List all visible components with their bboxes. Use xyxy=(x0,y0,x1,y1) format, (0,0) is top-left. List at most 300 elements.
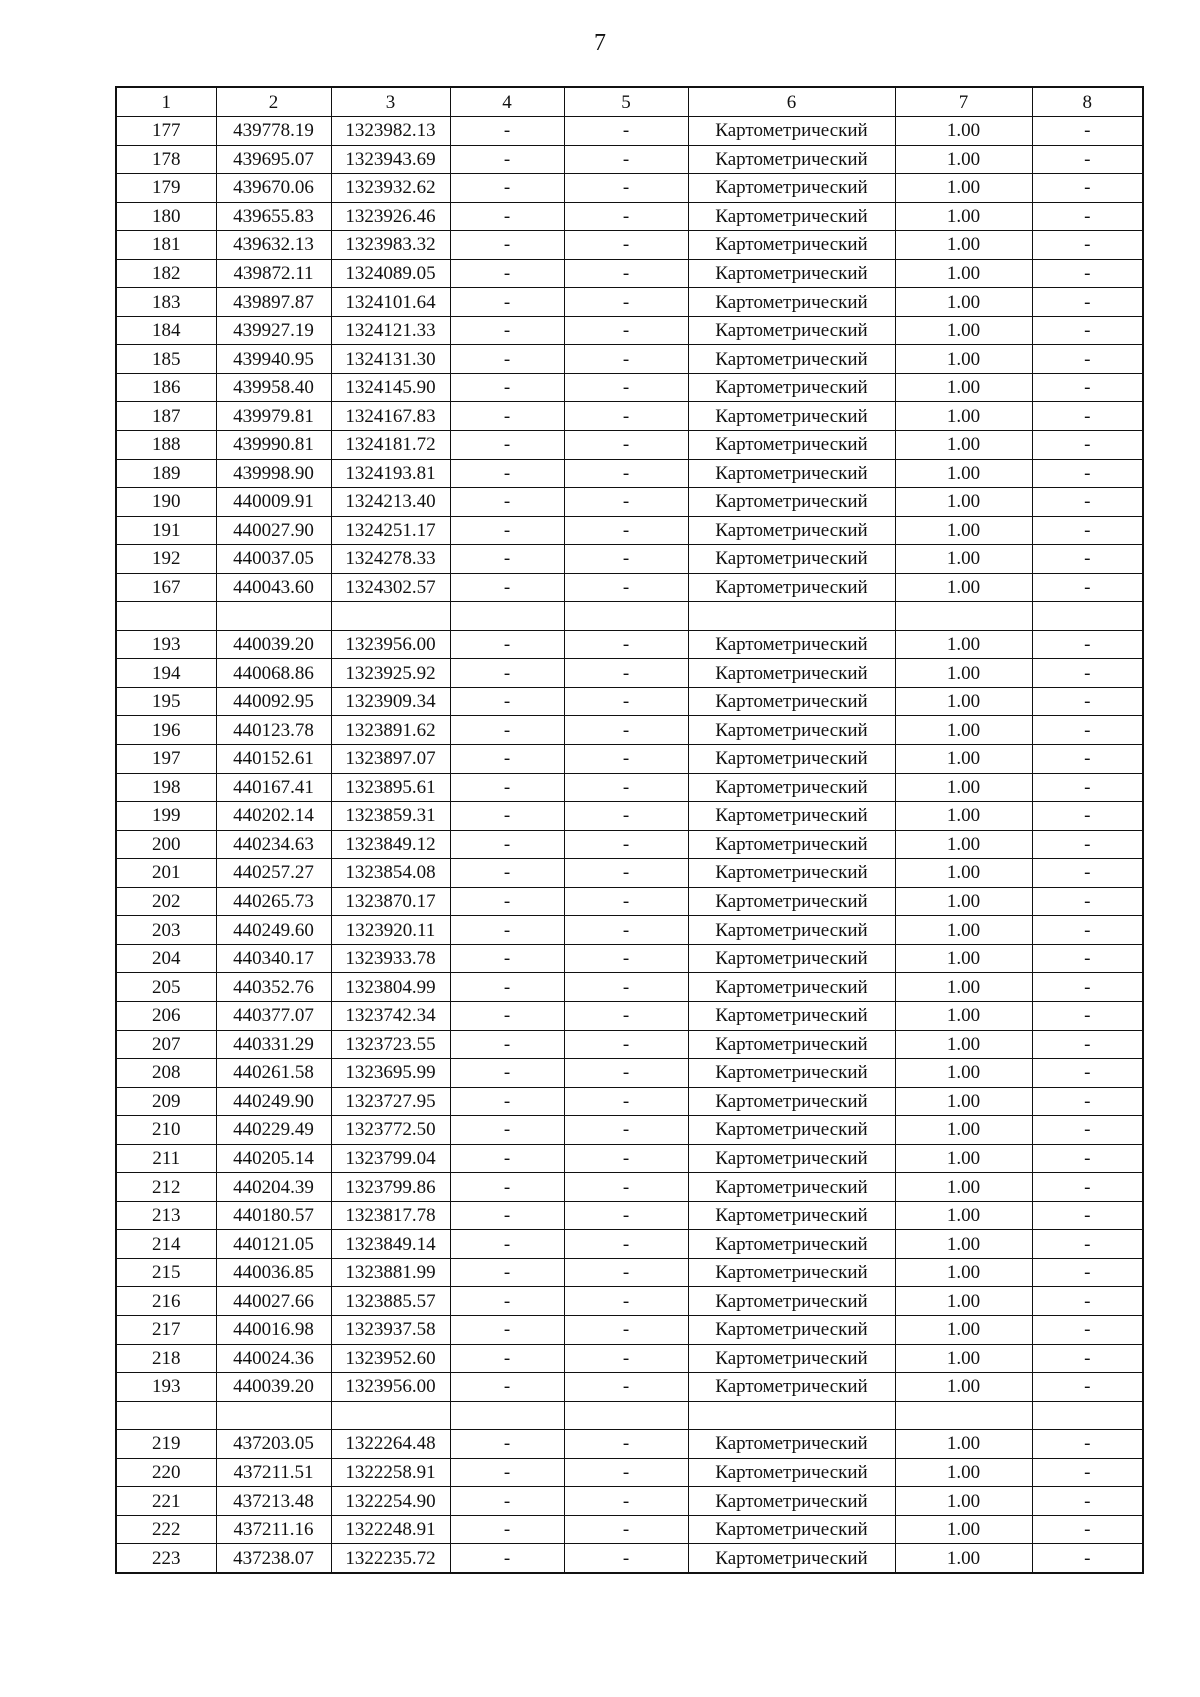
table-cell: 178 xyxy=(116,145,216,174)
table-cell: 1.00 xyxy=(895,202,1032,231)
table-cell: Картометрический xyxy=(688,259,895,288)
table-cell: 440249.90 xyxy=(216,1087,331,1116)
table-cell: 1.00 xyxy=(895,259,1032,288)
table-cell: 1.00 xyxy=(895,1287,1032,1316)
table-cell: - xyxy=(564,316,688,345)
table-cell: - xyxy=(564,545,688,574)
table-row xyxy=(116,1258,1143,1287)
table-row xyxy=(116,202,1143,231)
table-cell: - xyxy=(564,973,688,1002)
table-cell: 1324278.33 xyxy=(331,545,450,574)
table-cell: - xyxy=(450,545,564,574)
table-cell: Картометрический xyxy=(688,316,895,345)
table-cell: 1.00 xyxy=(895,1116,1032,1145)
table-cell: - xyxy=(564,1315,688,1344)
table-cell: 219 xyxy=(116,1430,216,1459)
table-cell: 214 xyxy=(116,1230,216,1259)
table-cell: - xyxy=(1032,859,1143,888)
table-cell: 1323943.69 xyxy=(331,145,450,174)
table-cell: 1.00 xyxy=(895,973,1032,1002)
table-cell: Картометрический xyxy=(688,973,895,1002)
table-cell: - xyxy=(564,345,688,374)
table-row xyxy=(116,231,1143,260)
table-cell: - xyxy=(1032,459,1143,488)
table-row xyxy=(116,345,1143,374)
table-cell: - xyxy=(450,944,564,973)
table-cell: Картометрический xyxy=(688,916,895,945)
table-cell xyxy=(688,1401,895,1430)
table-cell: - xyxy=(1032,259,1143,288)
table-cell: 439927.19 xyxy=(216,316,331,345)
table-cell: Картометрический xyxy=(688,1430,895,1459)
table-cell: - xyxy=(564,944,688,973)
table-cell: 1.00 xyxy=(895,630,1032,659)
table-cell: - xyxy=(450,1544,564,1573)
table-row xyxy=(116,288,1143,317)
table-cell: Картометрический xyxy=(688,1344,895,1373)
table-cell: 1324121.33 xyxy=(331,316,450,345)
table-cell: 440167.41 xyxy=(216,773,331,802)
table-cell: 439979.81 xyxy=(216,402,331,431)
table-cell: - xyxy=(1032,1544,1143,1573)
table-cell: 211 xyxy=(116,1144,216,1173)
table-cell: 189 xyxy=(116,459,216,488)
table-cell: 440039.20 xyxy=(216,630,331,659)
table-cell: - xyxy=(564,231,688,260)
table-cell: - xyxy=(564,431,688,460)
table-cell: 1.00 xyxy=(895,345,1032,374)
table-cell: 183 xyxy=(116,288,216,317)
table-cell: 440205.14 xyxy=(216,1144,331,1173)
table-cell: - xyxy=(450,745,564,774)
table-cell: 1.00 xyxy=(895,916,1032,945)
table-cell: 440027.66 xyxy=(216,1287,331,1316)
table-cell: 1.00 xyxy=(895,1201,1032,1230)
table-cell: 1.00 xyxy=(895,1487,1032,1516)
table-cell xyxy=(116,602,216,631)
table-cell: - xyxy=(564,145,688,174)
table-cell: 167 xyxy=(116,573,216,602)
table-cell: - xyxy=(564,773,688,802)
table-cell: - xyxy=(564,1059,688,1088)
table-cell: Картометрический xyxy=(688,431,895,460)
table-row xyxy=(116,1430,1143,1459)
table-cell: 1323932.62 xyxy=(331,174,450,203)
table-cell: - xyxy=(564,459,688,488)
table-cell: 1.00 xyxy=(895,459,1032,488)
table-cell: 437211.16 xyxy=(216,1515,331,1544)
table-cell xyxy=(1032,602,1143,631)
column-header: 1 xyxy=(116,87,216,117)
table-cell xyxy=(450,1401,564,1430)
table-cell: 1.00 xyxy=(895,944,1032,973)
table-cell: 437203.05 xyxy=(216,1430,331,1459)
table-row-blank xyxy=(116,602,1143,631)
table-cell: 187 xyxy=(116,402,216,431)
table-cell: - xyxy=(450,1430,564,1459)
table-cell: - xyxy=(564,1544,688,1573)
table-cell: - xyxy=(1032,659,1143,688)
table-cell: 440331.29 xyxy=(216,1030,331,1059)
table-cell: 440121.05 xyxy=(216,1230,331,1259)
table-row xyxy=(116,573,1143,602)
table-cell: 1324181.72 xyxy=(331,431,450,460)
table-cell xyxy=(450,602,564,631)
table-cell: - xyxy=(564,687,688,716)
table-cell: Картометрический xyxy=(688,1116,895,1145)
table-row xyxy=(116,1030,1143,1059)
table-cell: Картометрический xyxy=(688,773,895,802)
table-cell: 1323909.34 xyxy=(331,687,450,716)
table-cell: - xyxy=(1032,944,1143,973)
table-cell: - xyxy=(1032,516,1143,545)
table-cell: - xyxy=(450,1230,564,1259)
table-cell: 1.00 xyxy=(895,1515,1032,1544)
table-cell: - xyxy=(450,1515,564,1544)
table-cell: - xyxy=(564,1030,688,1059)
table-cell: 439632.13 xyxy=(216,231,331,260)
table-cell: 1323727.95 xyxy=(331,1087,450,1116)
table-cell: 1324167.83 xyxy=(331,402,450,431)
table-cell: - xyxy=(564,288,688,317)
table-cell: - xyxy=(450,773,564,802)
table-cell: 440377.07 xyxy=(216,1001,331,1030)
column-header: 4 xyxy=(450,87,564,117)
table-cell: 1.00 xyxy=(895,1373,1032,1402)
table-cell: Картометрический xyxy=(688,488,895,517)
table-cell: 201 xyxy=(116,859,216,888)
table-cell: 1324251.17 xyxy=(331,516,450,545)
table-cell: 1323933.78 xyxy=(331,944,450,973)
table-cell: - xyxy=(450,1030,564,1059)
table-cell: 203 xyxy=(116,916,216,945)
table-cell: 1323723.55 xyxy=(331,1030,450,1059)
table-cell: 440039.20 xyxy=(216,1373,331,1402)
table-cell: Картометрический xyxy=(688,1487,895,1516)
table-cell: 222 xyxy=(116,1515,216,1544)
table-cell: - xyxy=(564,802,688,831)
table-cell xyxy=(564,602,688,631)
table-cell: - xyxy=(1032,145,1143,174)
table-cell: 1323983.32 xyxy=(331,231,450,260)
table-cell: - xyxy=(1032,887,1143,916)
table-row xyxy=(116,1544,1143,1573)
table-row xyxy=(116,402,1143,431)
table-cell: 1.00 xyxy=(895,1001,1032,1030)
table-cell xyxy=(331,1401,450,1430)
table-cell: 1323926.46 xyxy=(331,202,450,231)
table-cell: 1324089.05 xyxy=(331,259,450,288)
table-cell: - xyxy=(1032,1059,1143,1088)
table-cell: - xyxy=(1032,802,1143,831)
table-cell: 1.00 xyxy=(895,545,1032,574)
table-cell: Картометрический xyxy=(688,745,895,774)
table-cell: 439695.07 xyxy=(216,145,331,174)
table-cell: - xyxy=(1032,573,1143,602)
table-cell: - xyxy=(564,1001,688,1030)
table-cell: Картометрический xyxy=(688,174,895,203)
table-cell: 198 xyxy=(116,773,216,802)
table-cell: - xyxy=(450,916,564,945)
table-cell: 440024.36 xyxy=(216,1344,331,1373)
table-cell: - xyxy=(1032,545,1143,574)
table-cell xyxy=(331,602,450,631)
table-cell: - xyxy=(1032,630,1143,659)
table-cell: Картометрический xyxy=(688,459,895,488)
table-cell: Картометрический xyxy=(688,1515,895,1544)
table-cell: Картометрический xyxy=(688,1173,895,1202)
column-header: 6 xyxy=(688,87,895,117)
table-cell: 439872.11 xyxy=(216,259,331,288)
table-cell: 439897.87 xyxy=(216,288,331,317)
table-cell: 1323920.11 xyxy=(331,916,450,945)
table-cell: 1.00 xyxy=(895,431,1032,460)
table-row xyxy=(116,174,1143,203)
table-row xyxy=(116,1344,1143,1373)
table-cell: 1.00 xyxy=(895,516,1032,545)
table-cell: - xyxy=(1032,745,1143,774)
table-cell: Картометрический xyxy=(688,1458,895,1487)
table-cell: 1323799.04 xyxy=(331,1144,450,1173)
table-row xyxy=(116,373,1143,402)
table-cell: Картометрический xyxy=(688,1544,895,1573)
table-cell: 221 xyxy=(116,1487,216,1516)
column-header: 3 xyxy=(331,87,450,117)
table-cell: 439778.19 xyxy=(216,117,331,146)
table-cell: - xyxy=(450,202,564,231)
table-cell: 440202.14 xyxy=(216,802,331,831)
table-cell: - xyxy=(450,573,564,602)
table-cell: Картометрический xyxy=(688,202,895,231)
table-row xyxy=(116,687,1143,716)
table-cell: Картометрический xyxy=(688,887,895,916)
table-cell: 1324213.40 xyxy=(331,488,450,517)
table-cell: 181 xyxy=(116,231,216,260)
table-row xyxy=(116,516,1143,545)
table-cell: - xyxy=(564,887,688,916)
table-cell: 440009.91 xyxy=(216,488,331,517)
table-cell: Картометрический xyxy=(688,659,895,688)
table-cell: 440027.90 xyxy=(216,516,331,545)
table-cell: 1322235.72 xyxy=(331,1544,450,1573)
table-cell: 1323817.78 xyxy=(331,1201,450,1230)
table-cell: 1.00 xyxy=(895,1458,1032,1487)
table-cell: - xyxy=(564,859,688,888)
table-cell: 1.00 xyxy=(895,887,1032,916)
table-cell: - xyxy=(1032,1030,1143,1059)
table-cell: - xyxy=(1032,1458,1143,1487)
table-cell: 179 xyxy=(116,174,216,203)
table-cell: 1.00 xyxy=(895,117,1032,146)
table-cell: Картометрический xyxy=(688,231,895,260)
table-cell: - xyxy=(564,117,688,146)
table-cell: - xyxy=(1032,402,1143,431)
table-cell: Картометрический xyxy=(688,859,895,888)
table-cell: - xyxy=(450,1173,564,1202)
table-cell: 1.00 xyxy=(895,1344,1032,1373)
table-row xyxy=(116,745,1143,774)
table-cell: - xyxy=(564,488,688,517)
table-cell: 1.00 xyxy=(895,716,1032,745)
table-row xyxy=(116,1087,1143,1116)
table-cell: - xyxy=(564,630,688,659)
table-cell: 1.00 xyxy=(895,1230,1032,1259)
table-cell: 440043.60 xyxy=(216,573,331,602)
table-cell: 1322264.48 xyxy=(331,1430,450,1459)
table-cell: - xyxy=(450,973,564,1002)
table-body xyxy=(116,117,1143,1573)
table-cell: - xyxy=(1032,1230,1143,1259)
table-cell: - xyxy=(450,1144,564,1173)
table-cell: 205 xyxy=(116,973,216,1002)
table-cell: 440340.17 xyxy=(216,944,331,973)
table-row xyxy=(116,887,1143,916)
table-cell: - xyxy=(450,231,564,260)
table-cell: 197 xyxy=(116,745,216,774)
table-row xyxy=(116,145,1143,174)
table-cell: - xyxy=(1032,174,1143,203)
table-cell: - xyxy=(564,202,688,231)
table-cell: - xyxy=(1032,1373,1143,1402)
table-row xyxy=(116,545,1143,574)
column-header: 2 xyxy=(216,87,331,117)
table-cell: 1.00 xyxy=(895,145,1032,174)
table-cell: 180 xyxy=(116,202,216,231)
table-cell: 204 xyxy=(116,944,216,973)
table-cell: - xyxy=(1032,1430,1143,1459)
table-cell: 212 xyxy=(116,1173,216,1202)
table-cell: 1.00 xyxy=(895,174,1032,203)
table-row xyxy=(116,117,1143,146)
table-cell: - xyxy=(1032,316,1143,345)
table-cell: 440123.78 xyxy=(216,716,331,745)
table-cell: Картометрический xyxy=(688,373,895,402)
table-cell: 196 xyxy=(116,716,216,745)
table-cell: 218 xyxy=(116,1344,216,1373)
table-cell: Картометрический xyxy=(688,1315,895,1344)
table-cell: 1323799.86 xyxy=(331,1173,450,1202)
table-row xyxy=(116,1287,1143,1316)
table-row xyxy=(116,916,1143,945)
table-cell: - xyxy=(564,516,688,545)
table-cell: 1.00 xyxy=(895,773,1032,802)
table-cell: - xyxy=(450,1315,564,1344)
table-cell: 440204.39 xyxy=(216,1173,331,1202)
table-cell: - xyxy=(450,488,564,517)
table-cell: Картометрический xyxy=(688,516,895,545)
table-cell: - xyxy=(450,259,564,288)
table-cell: 1.00 xyxy=(895,1315,1032,1344)
table-cell: - xyxy=(450,859,564,888)
table-cell: - xyxy=(564,1287,688,1316)
table-cell: 1.00 xyxy=(895,316,1032,345)
table-cell: 439655.83 xyxy=(216,202,331,231)
table-cell: - xyxy=(1032,916,1143,945)
table-cell xyxy=(688,602,895,631)
table-cell: Картометрический xyxy=(688,1201,895,1230)
table-cell: 440036.85 xyxy=(216,1258,331,1287)
table-cell: Картометрический xyxy=(688,630,895,659)
table-cell: - xyxy=(450,117,564,146)
table-cell: - xyxy=(450,1287,564,1316)
table-cell: 1323956.00 xyxy=(331,630,450,659)
table-cell: - xyxy=(450,1487,564,1516)
table-cell: 440180.57 xyxy=(216,1201,331,1230)
table-cell: - xyxy=(450,659,564,688)
table-cell: Картометрический xyxy=(688,288,895,317)
table-cell: Картометрический xyxy=(688,1059,895,1088)
table-cell: 1.00 xyxy=(895,1144,1032,1173)
table-cell: 217 xyxy=(116,1315,216,1344)
table-cell: 188 xyxy=(116,431,216,460)
table-cell: - xyxy=(1032,373,1143,402)
table-cell: 1323952.60 xyxy=(331,1344,450,1373)
table-cell: - xyxy=(450,1001,564,1030)
table-row xyxy=(116,773,1143,802)
table-cell: - xyxy=(1032,1087,1143,1116)
table-cell: 1.00 xyxy=(895,1059,1032,1088)
table-cell: 202 xyxy=(116,887,216,916)
table-cell: - xyxy=(564,1487,688,1516)
table-row xyxy=(116,459,1143,488)
table-cell: 440352.76 xyxy=(216,973,331,1002)
table-cell: Картометрический xyxy=(688,117,895,146)
table-cell: 1.00 xyxy=(895,573,1032,602)
table-cell: Картометрический xyxy=(688,1258,895,1287)
table-row xyxy=(116,316,1143,345)
table-cell: Картометрический xyxy=(688,345,895,374)
table-row xyxy=(116,659,1143,688)
table-cell: - xyxy=(1032,1344,1143,1373)
table-cell: - xyxy=(450,887,564,916)
table-cell: 1323937.58 xyxy=(331,1315,450,1344)
table-cell: 190 xyxy=(116,488,216,517)
table-cell: 182 xyxy=(116,259,216,288)
table-cell: 1323849.14 xyxy=(331,1230,450,1259)
table-cell: 440037.05 xyxy=(216,545,331,574)
table-cell: 1.00 xyxy=(895,1258,1032,1287)
table-cell xyxy=(216,602,331,631)
table-cell: Картометрический xyxy=(688,145,895,174)
table-cell: - xyxy=(1032,345,1143,374)
table-cell: 193 xyxy=(116,630,216,659)
table-cell: 437238.07 xyxy=(216,1544,331,1573)
table-row xyxy=(116,830,1143,859)
table-cell: 440092.95 xyxy=(216,687,331,716)
table-cell: - xyxy=(450,830,564,859)
table-cell: - xyxy=(564,830,688,859)
table-cell: - xyxy=(450,1458,564,1487)
table-cell: - xyxy=(564,1144,688,1173)
table-cell: - xyxy=(450,516,564,545)
table-cell: 208 xyxy=(116,1059,216,1088)
table-row xyxy=(116,1458,1143,1487)
table-cell: 440234.63 xyxy=(216,830,331,859)
table-row-blank xyxy=(116,1401,1143,1430)
table-cell: - xyxy=(1032,1144,1143,1173)
table-cell: 209 xyxy=(116,1087,216,1116)
table-cell: - xyxy=(1032,716,1143,745)
table-cell: 1323925.92 xyxy=(331,659,450,688)
table-row xyxy=(116,716,1143,745)
table-cell: - xyxy=(450,1344,564,1373)
table-cell: - xyxy=(564,1458,688,1487)
table-cell: 1323891.62 xyxy=(331,716,450,745)
table-cell: 223 xyxy=(116,1544,216,1573)
table-cell: - xyxy=(450,345,564,374)
table-cell: 1.00 xyxy=(895,1173,1032,1202)
table-cell: Картометрический xyxy=(688,573,895,602)
